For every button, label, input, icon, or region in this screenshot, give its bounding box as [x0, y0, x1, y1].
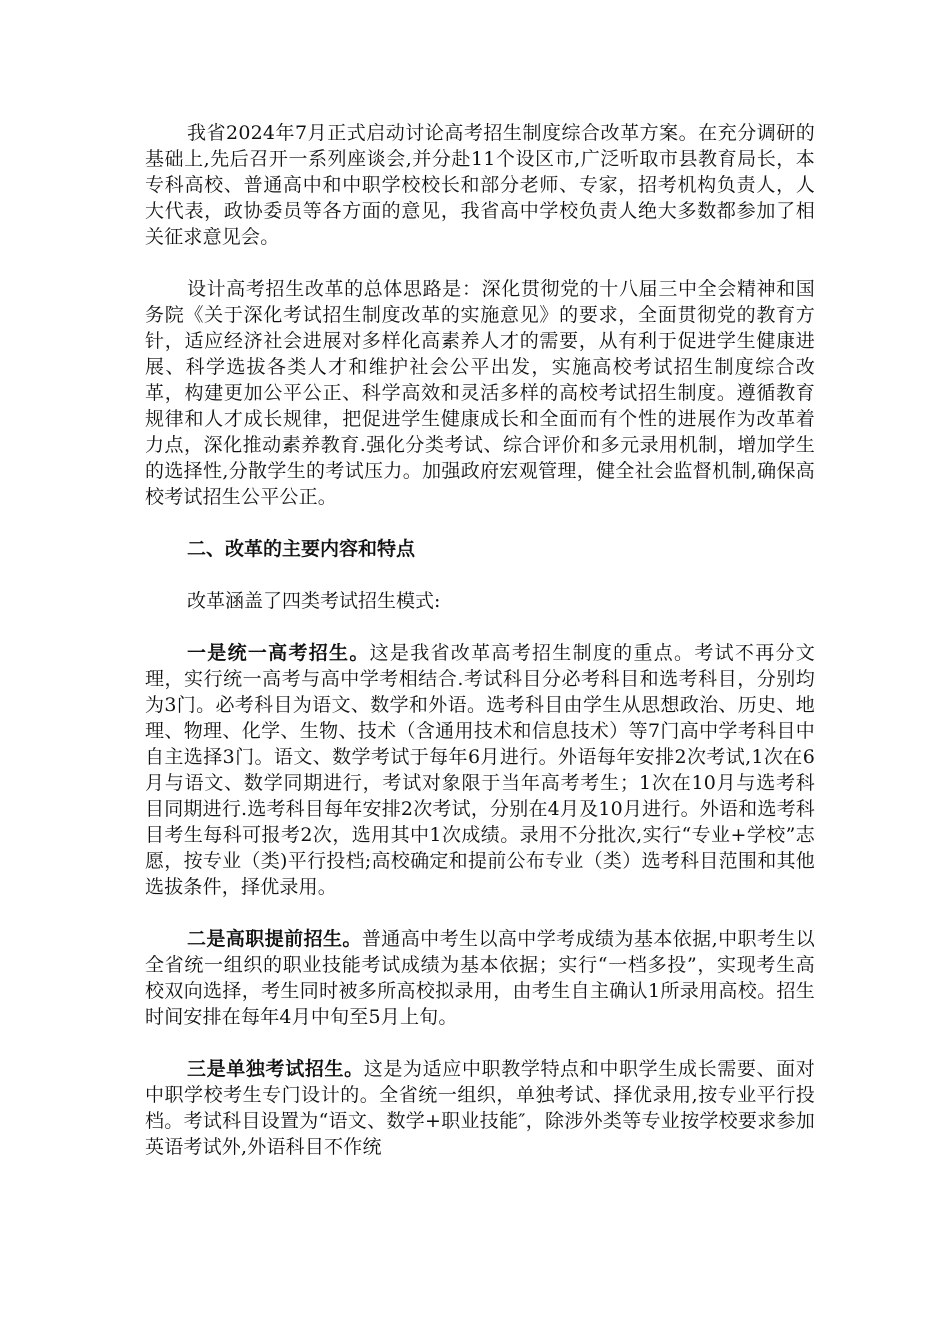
paragraph-intro: 改革涵盖了四类考试招生模式:: [187, 590, 441, 612]
section-heading-2: 二、改革的主要内容和特点: [187, 538, 416, 560]
paragraph-item-3: [145, 1056, 815, 1160]
item-3-body: 这是为适应中职教学特点和中职学生成长需要、面对中职学校考生专门设计的。全省统一组织，单独考试、择优录用,按专业平行投档。考试科目设置为“语文、数学+职业技能″，除涉外类等专业按学校要求参加英语考试外,外语科目不作统: [145, 1058, 815, 1158]
item-1-lead: 一是统一高考招生。: [187, 642, 370, 664]
document-page: [145, 120, 815, 1186]
item-2-lead: 二是高职提前招生。: [187, 928, 362, 950]
paragraph-overall-approach: 设计高考招生改革的总体思路是：深化贯彻党的十八届三中全会精神和国务院《关于深化考试招生制度改革的实施意见》的要求，全面贯彻党的教育方针，适应经济社会进展对多样化高素养人才的需要，从有利于促进学生健康进展、科学选拔各类人才和维护社会公平出发，实施高校考试招生制度综合改革，构建更加公平公正、科学高效和灵活多样的高校考试招生制度。遵循教育规律和人才成长规律，把促进学生健康成长和全面而有个性的进展作为改革着力点，深化推动素养教育.强化分类考试、综合评价和多元录用机制，增加学生的选择性,分散学生的考试压力。加强政府宏观管理，健全社会监督机制,确保高校考试招生公平公正。: [145, 278, 815, 508]
item-1-body: 这是我省改革高考招生制度的重点。考试不再分文理，实行统一高考与高中学考相结合.考试科目分必考科目和选考科目，分别均为3门。必考科目为语文、数学和外语。选考科目由学生从思想政治、历史、地理、物理、化学、生物、技术（含通用技术和信息技术）等7门高中学考科目中自主选择3门。语文、数学考试于每年6月进行。外语每年安排2次考试,1次在6月与语文、数学同期进行，考试对象限于当年高考考生；1次在10月与选考科目同期进行.选考科目每年安排2次考试，分别在4月及10月进行。外语和选考科目考生每科可报考2次，选用其中1次成绩。录用不分批次,实行“专业+学校”志愿，按专业（类)平行投档;高校确定和提前公布专业（类）选考科目范围和其他选拔条件，择优录用。: [145, 642, 815, 898]
paragraph-item-2: [145, 926, 815, 1030]
item-3-lead: 三是单独考试招生。: [187, 1058, 364, 1080]
paragraph-background: 我省2024年7月正式启动讨论高考招生制度综合改革方案。在充分调研的基础上,先后召开一系列座谈会,并分赴11个设区市,广泛听取市县教育局长，本专科高校、普通高中和中职学校校长和部分老师、专家，招考机构负责人，人大代表，政协委员等各方面的意见，我省高中学校负责人绝大多数都参加了相关征求意见会。: [145, 122, 815, 248]
paragraph-item-1: [145, 640, 815, 900]
item-2-body: 普通高中考生以高中学考成绩为基本依据,中职考生以全省统一组织的职业技能考试成绩为基本依据；实行“一档多投”，实现考生高校双向选择，考生同时被多所高校拟录用，由考生自主确认1所录用高校。招生时间安排在每年4月中旬至5月上旬。: [145, 928, 815, 1028]
